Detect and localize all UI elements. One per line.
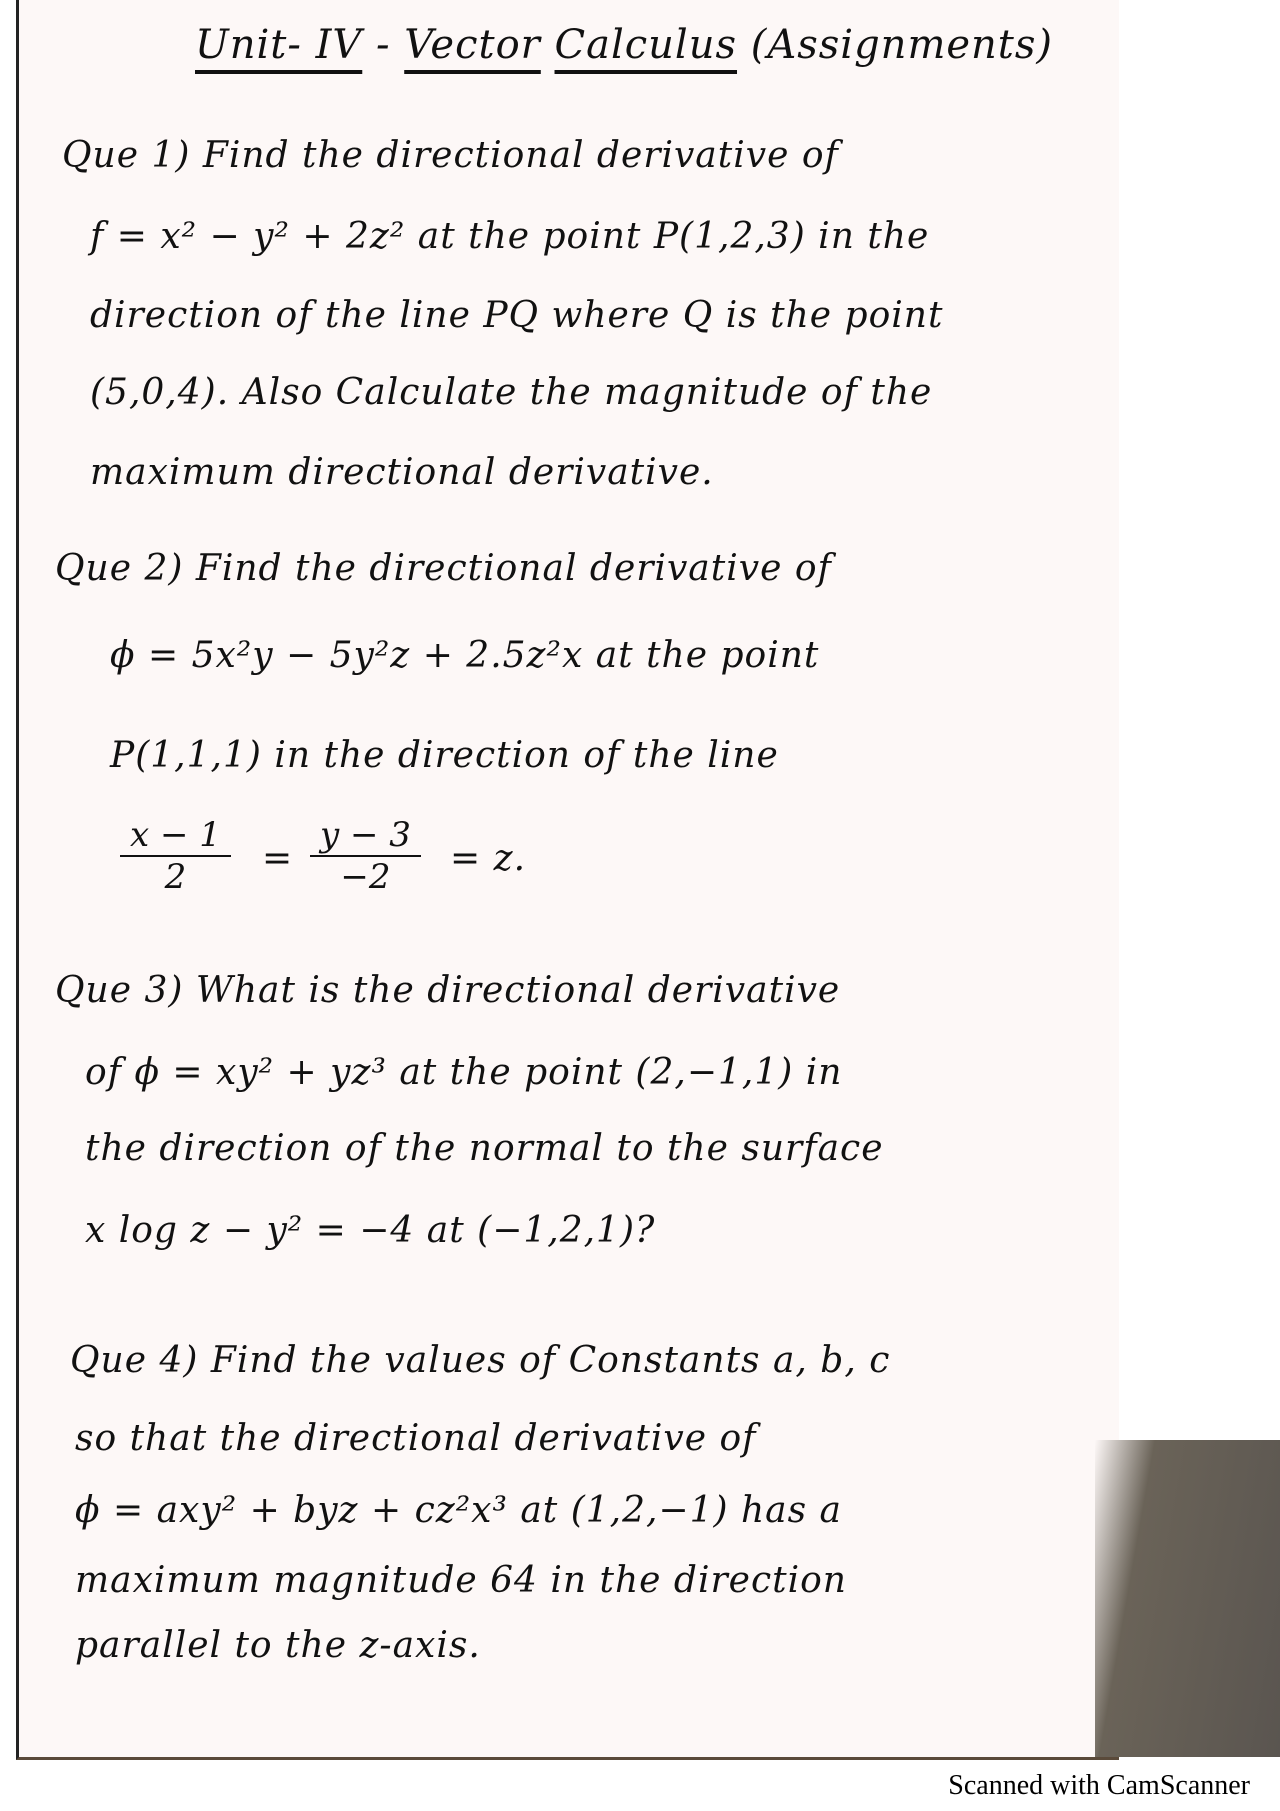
camscanner-footer: Scanned with CamScanner [948, 1770, 1250, 1801]
q3-line: Que 3) What is the directional derivative [55, 970, 841, 1011]
fraction-y: $\frac{y - 3}{-2}$ [310, 815, 421, 897]
q3-line: of ϕ = xy² + yz³ at the point (2,−1,1) in [85, 1052, 843, 1093]
fraction-tail: = z. [450, 838, 527, 879]
q4-line: so that the directional derivative of [75, 1418, 757, 1459]
q1-line: direction of the line PQ where Q is the point [90, 295, 944, 336]
q4-line: Que 4) Find the values of Constants a, b, c [70, 1340, 891, 1381]
q2-line: Que 2) Find the directional derivative of [55, 548, 832, 589]
scan-shadow [1095, 1440, 1280, 1757]
equals: = [262, 838, 294, 879]
q4-line: ϕ = axy² + byz + cz²x³ at (1,2,−1) has a [75, 1490, 843, 1531]
q3-line: the direction of the normal to the surface [85, 1128, 884, 1169]
q2-line: P(1,1,1) in the direction of the line [110, 735, 779, 776]
q2-line: ϕ = 5x²y − 5y²z + 2.5z²x at the point [110, 635, 820, 676]
fraction-x: $\frac{x - 1}{2}$ [120, 815, 231, 897]
page-title: Unit- IV - Vector Calculus (Assignments) [195, 22, 1054, 68]
q4-line: parallel to the z-axis. [75, 1625, 481, 1666]
q4-line: maximum magnitude 64 in the direction [75, 1560, 847, 1601]
q1-line: (5,0,4). Also Calculate the magnitude of the [90, 372, 933, 413]
q1-line: f = x² − y² + 2z² at the point P(1,2,3) in the [90, 216, 930, 257]
q1-line: Que 1) Find the directional derivative of [62, 135, 839, 176]
q3-line: x log z − y² = −4 at (−1,2,1)? [85, 1210, 656, 1251]
q1-line: maximum directional derivative. [90, 452, 714, 493]
